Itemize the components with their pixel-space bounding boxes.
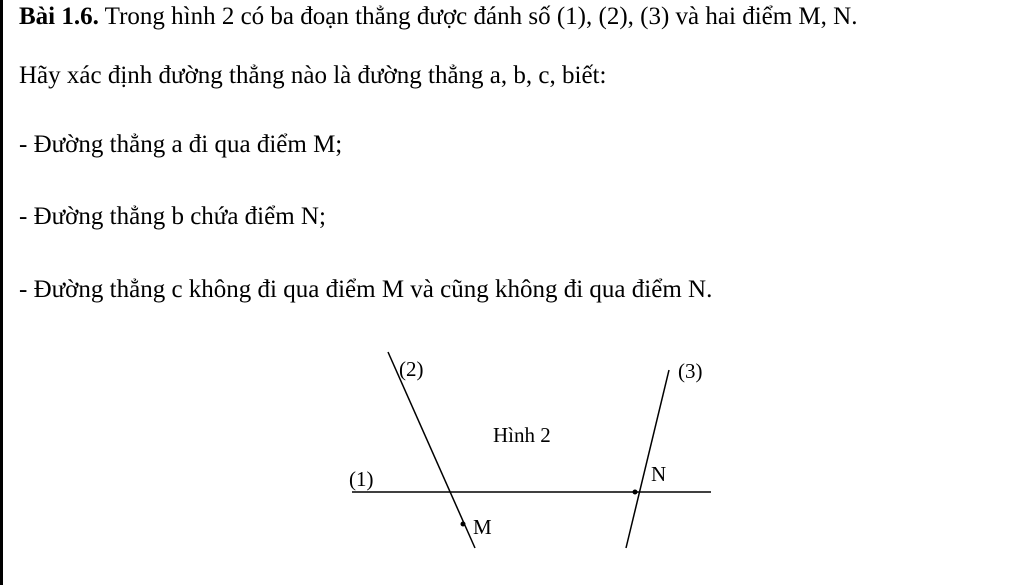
- figure-caption: Hình 2: [493, 423, 551, 447]
- point-n: [633, 490, 638, 495]
- problem-intro: Trong hình 2 có ba đoạn thẳng được đánh số (1), (2), (3) và hai điểm M, N.: [98, 3, 858, 30]
- label-point-m: M: [473, 515, 492, 539]
- worksheet: [3, 0, 1024, 585]
- point-m: [461, 522, 466, 527]
- condition-b: - Đường thẳng b chứa điểm N;: [19, 203, 326, 230]
- condition-c: - Đường thẳng c không đi qua điểm M và cũng không đi qua điểm N.: [19, 276, 713, 303]
- figure-hinh-2: [3, 0, 1024, 585]
- problem-number: Bài 1.6.: [19, 3, 99, 30]
- label-segment-3: (3): [678, 359, 703, 383]
- segment-2: [388, 352, 475, 548]
- label-segment-1: (1): [349, 467, 374, 491]
- label-segment-2: (2): [399, 357, 424, 381]
- condition-a: - Đường thẳng a đi qua điểm M;: [19, 131, 343, 158]
- problem-question: Hãy xác định đường thẳng nào là đường thẳng a, b, c, biết:: [19, 62, 607, 89]
- label-point-n: N: [651, 462, 667, 486]
- segment-3: [626, 370, 669, 548]
